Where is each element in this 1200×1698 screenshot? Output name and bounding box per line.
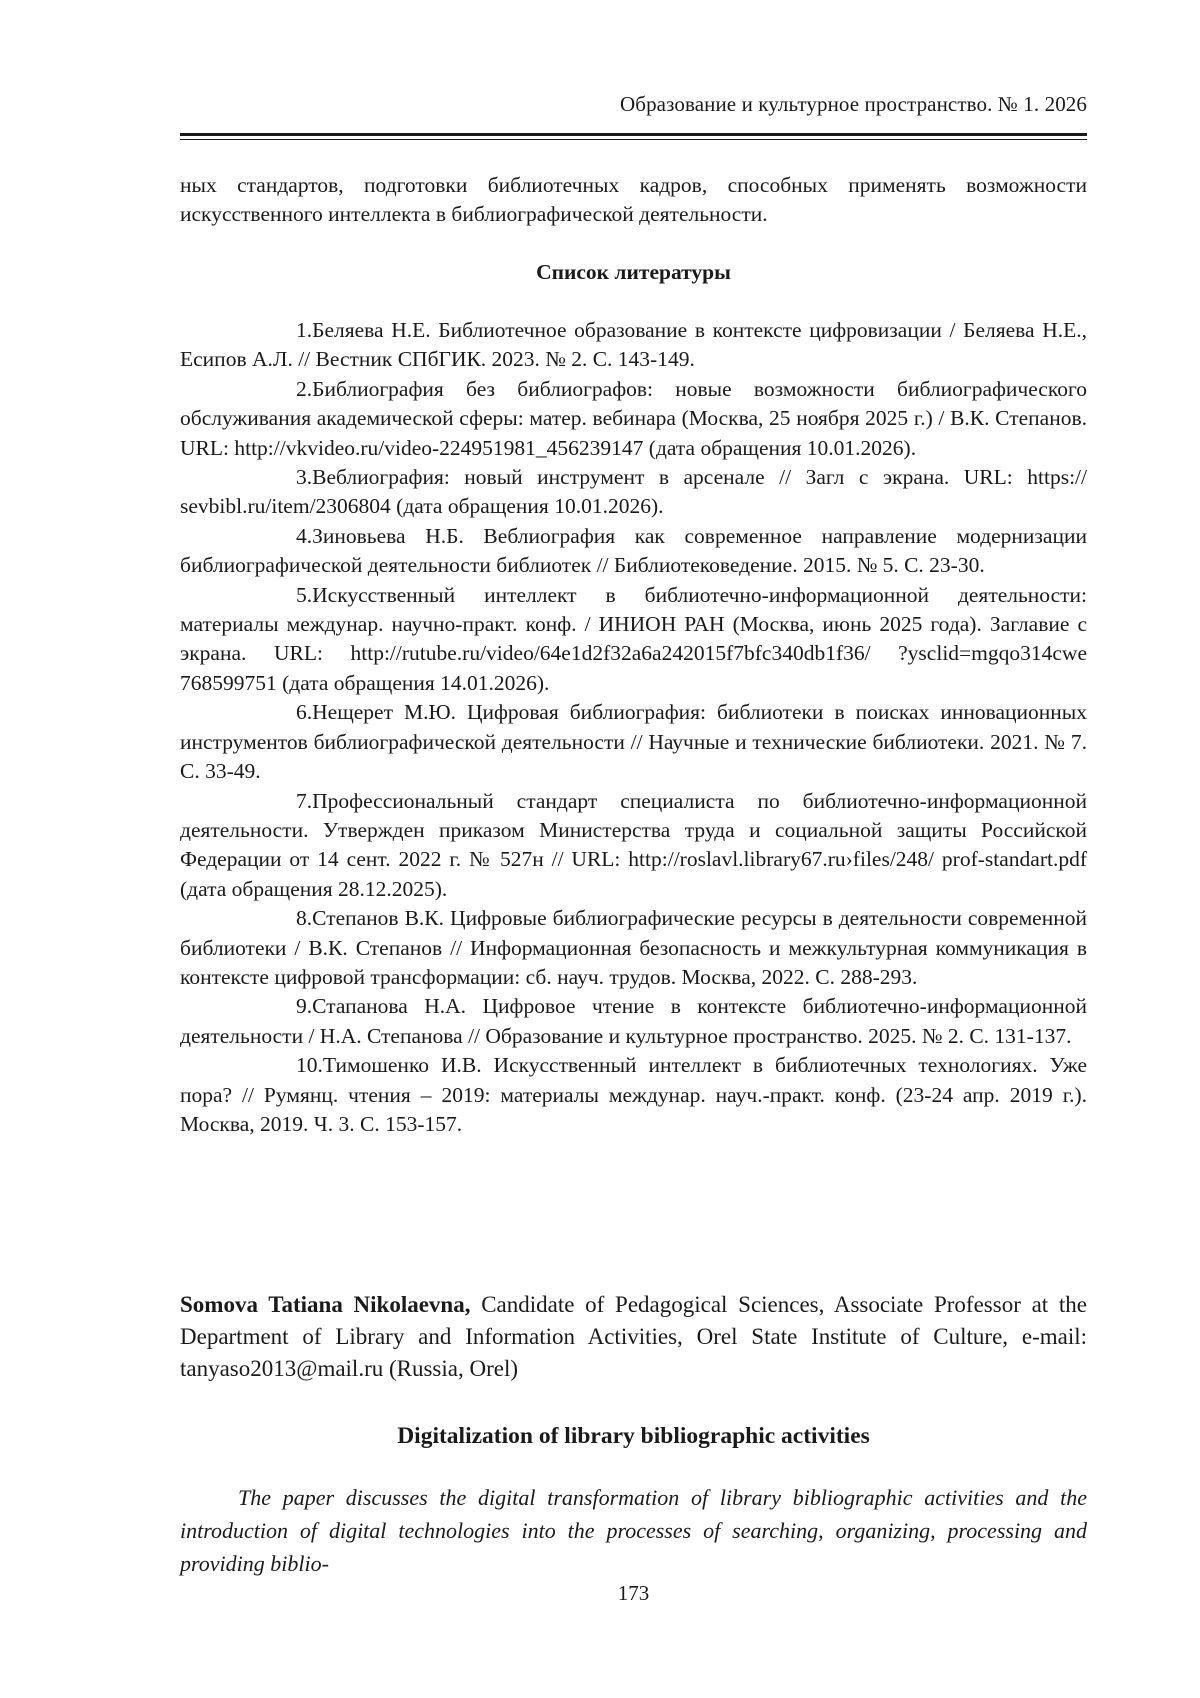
reference-number: 8. — [296, 906, 313, 931]
reference-number: 7. — [296, 788, 313, 813]
reference-text: Нещерет М.Ю. Цифровая библиография: библиотеки в поисках инновационных инструментов библиографической деятельности // Научные и технические библиотеки. 2021. № 7. С. 33-49. — [180, 700, 1087, 784]
reference-item — [180, 522, 1087, 581]
reference-number: 1. — [296, 318, 313, 342]
reference-number: 9. — [296, 994, 313, 1019]
reference-text: Библиография без библиографов: новые возможности библиографического обслуживания академической сферы: матер. вебинара (Москва, 25 ноября 2025 г.) / В.К. Степанов. URL: http://vkvideo.ru/video-224951981_456239147 (дата обращения 10.01.2026). — [180, 376, 1087, 460]
reference-text: Тимошенко И.В. Искусственный интеллект в библиотечных технологиях. Уже пора? // Румянц. чтения – 2019: материалы междунар. науч.-практ. конф. (23-24 апр. 2019 г.). Москва, 2019. Ч. 3. С. 153-157. — [180, 1053, 1087, 1136]
reference-text: Профессиональный стандарт специалиста по библиотечно-информационной деятельности. Утвержден приказом Министерства труда и социальной защиты Российской Федерации от 14 сент. 2022 г. № 527н // URL: http://roslavl.library67.ru›files/248/ prof-standart.pdf (дата обращения 28.12.2025). — [180, 788, 1087, 901]
reference-item — [180, 316, 1087, 375]
reference-item — [180, 375, 1087, 463]
reference-item — [180, 992, 1087, 1051]
continuation-text: ных стандартов, подготовки библиотечных кадров, способных применять возможности искусственного интеллекта в библиографической деятельности. — [180, 173, 1087, 227]
reference-text: Зиновьева Н.Б. Веблиография как современное направление модернизации библиографической деятельности библиотек // Библиотековедение. 2015. № 5. С. 23-30. — [180, 523, 1087, 578]
running-head: Образование и культурное пространство. № 1. 2026 — [620, 92, 1087, 116]
abstract — [180, 1481, 1087, 1580]
reference-text: Стапанова Н.А. Цифровое чтение в контексте библиотечно-информационной деятельности / Н.А. Степанова // Образование и культурное пространство. 2025. № 2. С. 131-137. — [180, 994, 1087, 1048]
abstract-text: The paper discusses the digital transformation of library bibliographic activities and the introduction of digital technologies into the processes of searching, organizing, processing and providing biblio- — [180, 1485, 1087, 1576]
reference-text: Беляева Н.Е. Библиотечное образование в контексте цифровизации / Беляева Н.Е., Есипов А.Л. // Вестник СПбГИК. 2023. № 2. С. 143-149. — [180, 318, 1087, 372]
header-double-rule — [180, 133, 1087, 140]
reference-item — [180, 581, 1087, 699]
reference-text: Веблиография: новый инструмент в арсенале // Загл с экрана. URL: https:// sevbibl.ru/item/2306804 (дата обращения 10.01.2026). — [180, 465, 1087, 519]
reference-number: 10. — [296, 1053, 323, 1078]
page-number: 173 — [617, 1581, 650, 1605]
reference-text: Степанов В.К. Цифровые библиографические ресурсы в деятельности современной библиотеки / В.К. Степанов // Информационная безопасность и межкультурная коммуникация в контексте цифровой трансформации: сб. науч. трудов. Москва, 2022. С. 288-293. — [180, 906, 1087, 989]
author-paragraph — [180, 1289, 1087, 1385]
reference-number: 4. — [296, 523, 313, 548]
reference-item — [180, 698, 1087, 786]
reference-list — [180, 316, 1087, 1139]
article-title: Digitalization of library bibliographic activities — [397, 1423, 870, 1449]
author-info — [180, 1289, 1087, 1385]
reference-text: Искусственный интеллект в библиотечно-информационной деятельности: материалы междунар. научно-практ. конф. / ИНИОН РАН (Москва, июнь 2025 года). Заглавие с экрана. URL: http://rutube.ru/video/64e1d2f32a6a242015f7bfc340db1f36/ ?ysclid=mgqo314cwe 768599751 (дата обращения 14.01.2026). — [180, 582, 1087, 695]
document-page — [180, 0, 1087, 1698]
author-name: Somova Tatiana Nikolaevna, — [180, 1292, 471, 1317]
reference-item — [180, 904, 1087, 992]
references-title: Список литературы — [536, 260, 731, 284]
continuation-paragraph — [180, 171, 1087, 230]
reference-item — [180, 787, 1087, 905]
reference-number: 3. — [296, 465, 313, 490]
author-details: Candidate of Pedagogical Sciences, Associate Professor at the Department of Library and Information Activities, Orel State Institute of Culture, e-mail: tanyaso2013@mail.ru (Russia, Orel) — [180, 1292, 1087, 1381]
reference-number: 2. — [296, 376, 313, 401]
reference-number: 5. — [296, 582, 313, 607]
reference-item — [180, 1051, 1087, 1139]
reference-number: 6. — [296, 700, 313, 725]
reference-item — [180, 463, 1087, 522]
